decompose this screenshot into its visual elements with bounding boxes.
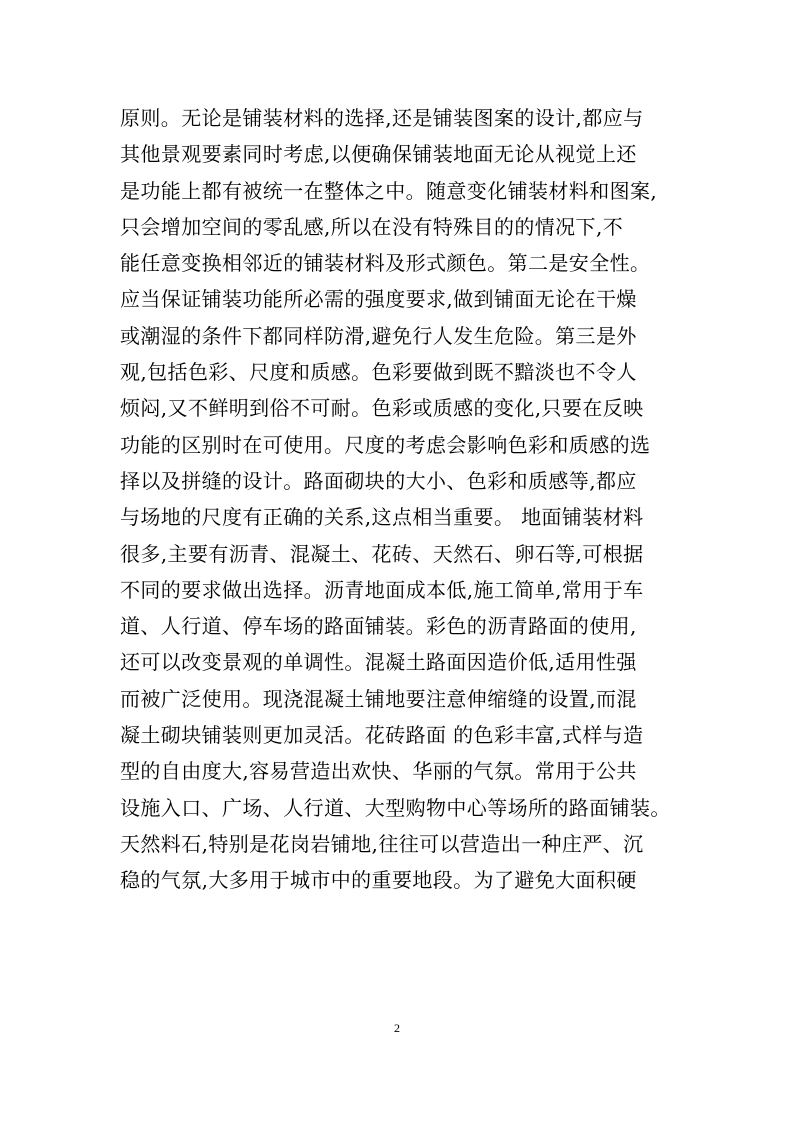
text-line: 还可以改变景观的单调性。混凝土路面因造价低,适用性强 bbox=[120, 650, 637, 675]
text-line: 原则。无论是铺装材料的选择,还是铺装图案的设计,都应与 bbox=[120, 106, 644, 130]
text-line: 稳的气氛,大多用于城市中的重要地段。为了避免大面积硬 bbox=[120, 868, 637, 893]
text-line: 而被广泛使用。现浇混凝土铺地要注意伸缩缝的设置,而混 bbox=[120, 686, 637, 711]
text-line: 择以及拼缝的设计。路面砌块的大小、色彩和质感等,都应 bbox=[120, 468, 637, 493]
text-line: 只会增加空间的零乱感,所以在没有特殊目的的情况下,不 bbox=[120, 214, 624, 239]
text-line: 其他景观要素同时考虑,以便确保铺装地面无论从视觉上还 bbox=[120, 142, 637, 167]
text-line: 应当保证铺装功能所必需的强度要求,做到铺面无论在干燥 bbox=[120, 287, 637, 312]
text-line: 烦闷,又不鲜明到俗不可耐。色彩或质感的变化,只要在反映 bbox=[120, 396, 644, 421]
text-line: 道、人行道、停车场的路面铺装。彩色的沥青路面的使用, bbox=[120, 614, 637, 639]
page-number: 2 bbox=[394, 1021, 400, 1035]
text-line: 或潮湿的条件下都同样防滑,避免行人发生危险。第三是外 bbox=[120, 323, 637, 348]
text-line: 天然料石,特别是花岗岩铺地,往往可以营造出一种庄严、沉 bbox=[120, 831, 644, 856]
text-line: 功能的区别时在可使用。尺度的考虑会影响色彩和质感的选 bbox=[120, 432, 651, 457]
text-line: 很多,主要有沥青、混凝土、花砖、天然石、卵石等,可根据 bbox=[120, 541, 644, 566]
body-text bbox=[120, 92, 682, 891]
text-line: 观,包括色彩、尺度和质感。色彩要做到既不黯淡也不令人 bbox=[120, 360, 637, 385]
text-line: 不同的要求做出选择。沥青地面成本低,施工简单,常用于车 bbox=[120, 577, 644, 602]
text-line: 能任意变换相邻近的铺装材料及形式颜色。第二是安全性。 bbox=[120, 251, 651, 276]
text-line: 型的自由度大,容易营造出欢快、华丽的气氛。常用于公共 bbox=[120, 759, 637, 784]
text-line: 设施入口、广场、人行道、大型购物中心等场所的路面铺装。 bbox=[120, 795, 671, 820]
text-line: 与场地的尺度有正确的关系,这点相当重要。 地面铺装材料 bbox=[120, 505, 644, 530]
text-line: 是功能上都有被统一在整体之中。随意变化铺装材料和图案, bbox=[120, 178, 658, 203]
text-line: 凝土砌块铺装则更加灵活。花砖路面 的色彩丰富,式样与造 bbox=[120, 723, 644, 748]
